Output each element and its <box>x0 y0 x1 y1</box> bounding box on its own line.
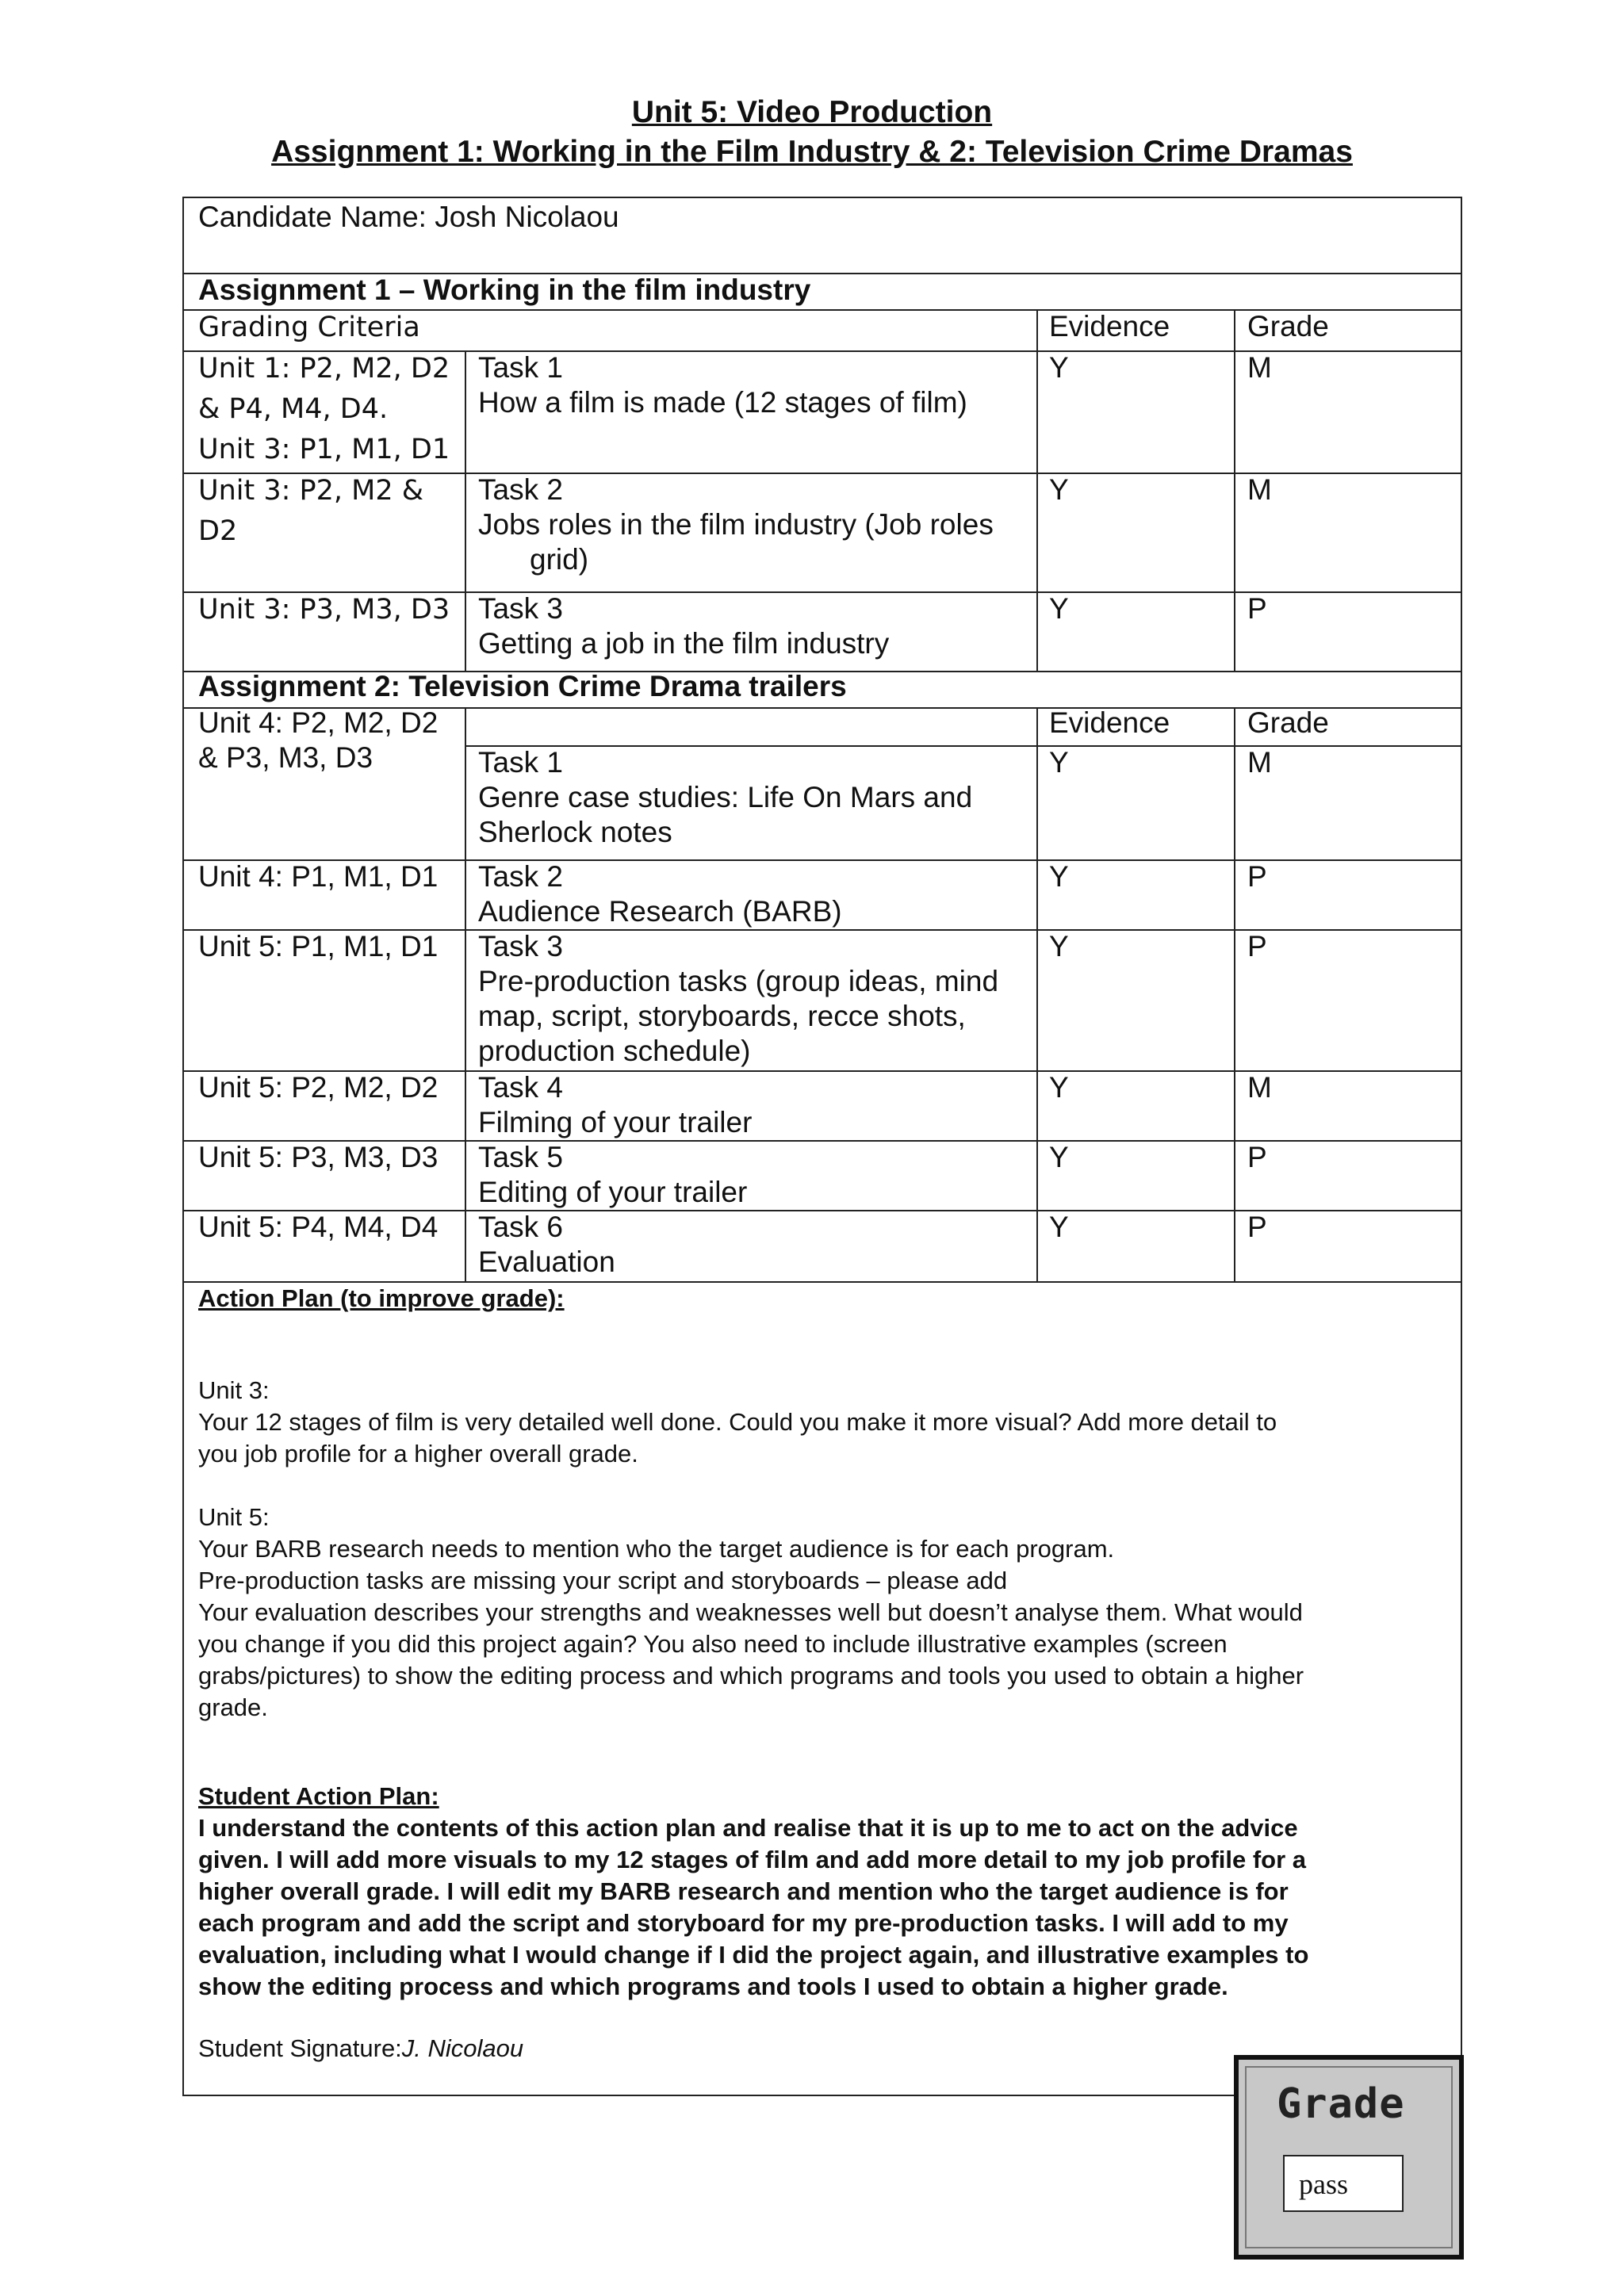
a2-row1-task-desc: Sherlock notes <box>478 816 672 848</box>
a1-row1-task: Task 1 <box>478 351 563 384</box>
a2-row2-task: Task 2 <box>478 860 563 893</box>
page-subtitle: Assignment 1: Working in the Film Industry & 2: Television Crime Dramas <box>271 135 1353 169</box>
a2-row6-evidence: Y <box>1049 1211 1069 1243</box>
student-plan-line: I understand the contents of this action plan and realise that it is up to me to act on the advice <box>198 1814 1298 1842</box>
a2-row1-task-desc: Genre case studies: Life On Mars and <box>478 781 973 813</box>
assignment-1-heading: Assignment 1 – Working in the film industry <box>198 274 811 306</box>
action-plan-unit3-label: Unit 3: <box>198 1376 270 1404</box>
student-plan-line: show the editing process and which programs and tools I used to obtain a higher grade. <box>198 1973 1228 2000</box>
a2-row3-criteria: Unit 5: P1, M1, D1 <box>198 930 439 962</box>
action-plan-line: you change if you did this project again? You also need to include illustrative examples (screen <box>198 1630 1228 1658</box>
action-plan-line: Your 12 stages of film is very detailed well done. Could you make it more visual? Add more detail to <box>198 1408 1277 1436</box>
a1-row2-task-desc: grid) <box>530 543 589 576</box>
a1-row3-criteria: Unit 3: P3, M3, D3 <box>198 594 450 626</box>
a2-row4-evidence: Y <box>1049 1071 1069 1104</box>
a2-row3-grade: P <box>1247 930 1267 962</box>
student-plan-line: each program and add the script and storyboard for my pre-production tasks. I will add to my <box>198 1909 1289 1937</box>
a2-row2-evidence: Y <box>1049 860 1069 893</box>
a2-row3-task: Task 3 <box>478 930 563 962</box>
a1-row1-evidence: Y <box>1049 351 1069 384</box>
student-action-plan-heading: Student Action Plan: <box>198 1782 439 1810</box>
a2-grade-header: Grade <box>1247 706 1329 739</box>
evidence-header: Evidence <box>1049 310 1170 342</box>
a2-row5-criteria: Unit 5: P3, M3, D3 <box>198 1141 439 1173</box>
a2-row4-task: Task 4 <box>478 1071 563 1104</box>
a1-row2-task: Task 2 <box>478 473 563 506</box>
a2-row6-task-desc: Evaluation <box>478 1246 615 1278</box>
a2-row4-criteria: Unit 5: P2, M2, D2 <box>198 1071 439 1104</box>
a1-row2-grade: M <box>1247 473 1272 506</box>
a2-row2-task-desc: Audience Research (BARB) <box>478 895 842 928</box>
assignment-2-heading: Assignment 2: Television Crime Drama trailers <box>198 670 847 702</box>
action-plan-line: Your BARB research needs to mention who the target audience is for each program. <box>198 1535 1115 1563</box>
student-plan-line: evaluation, including what I would change if I did the project again, and illustrative examples to <box>198 1941 1309 1969</box>
a2-row6-grade: P <box>1247 1211 1267 1243</box>
grade-header: Grade <box>1247 310 1329 342</box>
page-title: Unit 5: Video Production <box>631 95 993 129</box>
student-signature <box>198 2033 523 2064</box>
a2-row3-task-desc: production schedule) <box>478 1035 751 1067</box>
a1-row3-evidence: Y <box>1049 592 1069 625</box>
action-plan-line: grabs/pictures) to show the editing process and which programs and tools you used to obtain a higher <box>198 1662 1304 1689</box>
a2-row5-task-desc: Editing of your trailer <box>478 1176 748 1208</box>
a1-row1-criteria: Unit 3: P1, M1, D1 <box>198 434 450 465</box>
action-plan-line: you job profile for a higher overall grade. <box>198 1440 638 1468</box>
a2-row2-grade: P <box>1247 860 1267 893</box>
action-plan-line: grade. <box>198 1693 268 1721</box>
a2-row1-task: Task 1 <box>478 746 563 779</box>
a2-row6-criteria: Unit 5: P4, M4, D4 <box>198 1211 439 1243</box>
signature-value: J. Nicolaou <box>401 2034 524 2062</box>
a2-row1-criteria: Unit 4: P2, M2, D2 <box>198 706 439 739</box>
a1-row3-task: Task 3 <box>478 592 563 625</box>
a1-row2-evidence: Y <box>1049 473 1069 506</box>
a2-row6-task: Task 6 <box>478 1211 563 1243</box>
grade-value-box <box>1283 2155 1404 2212</box>
action-plan-line: Pre-production tasks are missing your script and storyboards – please add <box>198 1567 1008 1594</box>
a2-row4-task-desc: Filming of your trailer <box>478 1106 753 1138</box>
a2-row3-task-desc: Pre-production tasks (group ideas, mind <box>478 965 999 997</box>
a2-row3-evidence: Y <box>1049 930 1069 962</box>
student-plan-line: given. I will add more visuals to my 12 stages of film and add more detail to my job profile for a <box>198 1846 1307 1873</box>
action-plan-heading: Action Plan (to improve grade): <box>198 1284 565 1312</box>
a1-row1-criteria: Unit 1: P2, M2, D2 <box>198 353 450 385</box>
action-plan-unit5-label: Unit 5: <box>198 1503 270 1531</box>
grading-criteria-header: Grading Criteria <box>198 312 420 343</box>
a2-row1-grade: M <box>1247 746 1272 779</box>
a1-row2-task-desc: Jobs roles in the film industry (Job roles <box>478 508 994 541</box>
a2-row5-task: Task 5 <box>478 1141 563 1173</box>
a2-row5-grade: P <box>1247 1141 1267 1173</box>
grade-box <box>1234 2055 1464 2260</box>
a1-row2-criteria: D2 <box>198 515 238 547</box>
a1-row1-task-desc: How a film is made (12 stages of film) <box>478 386 967 419</box>
grade-box-label: Grade <box>1277 2080 1405 2128</box>
a2-evidence-header: Evidence <box>1049 706 1170 739</box>
action-plan-line: Your evaluation describes your strengths and weaknesses well but doesn’t analyse them. What would <box>198 1598 1303 1626</box>
a1-row2-criteria: Unit 3: P2, M2 & <box>198 475 424 507</box>
a1-row3-grade: P <box>1247 592 1267 625</box>
a2-row5-evidence: Y <box>1049 1141 1069 1173</box>
grade-value: pass <box>1299 2168 1348 2200</box>
a1-row1-criteria: & P4, M4, D4. <box>198 393 389 425</box>
a2-row2-criteria: Unit 4: P1, M1, D1 <box>198 860 439 893</box>
a2-row1-evidence: Y <box>1049 746 1069 779</box>
signature-label: Student Signature: <box>198 2034 402 2062</box>
a2-row1-criteria: & P3, M3, D3 <box>198 741 373 774</box>
a1-row1-grade: M <box>1247 351 1272 384</box>
a1-row3-task-desc: Getting a job in the film industry <box>478 627 890 660</box>
a2-row3-task-desc: map, script, storyboards, recce shots, <box>478 1000 966 1032</box>
student-plan-line: higher overall grade. I will edit my BARB research and mention who the target audience is for <box>198 1877 1289 1905</box>
candidate-name: Candidate Name: Josh Nicolaou <box>198 201 619 233</box>
a2-row4-grade: M <box>1247 1071 1272 1104</box>
